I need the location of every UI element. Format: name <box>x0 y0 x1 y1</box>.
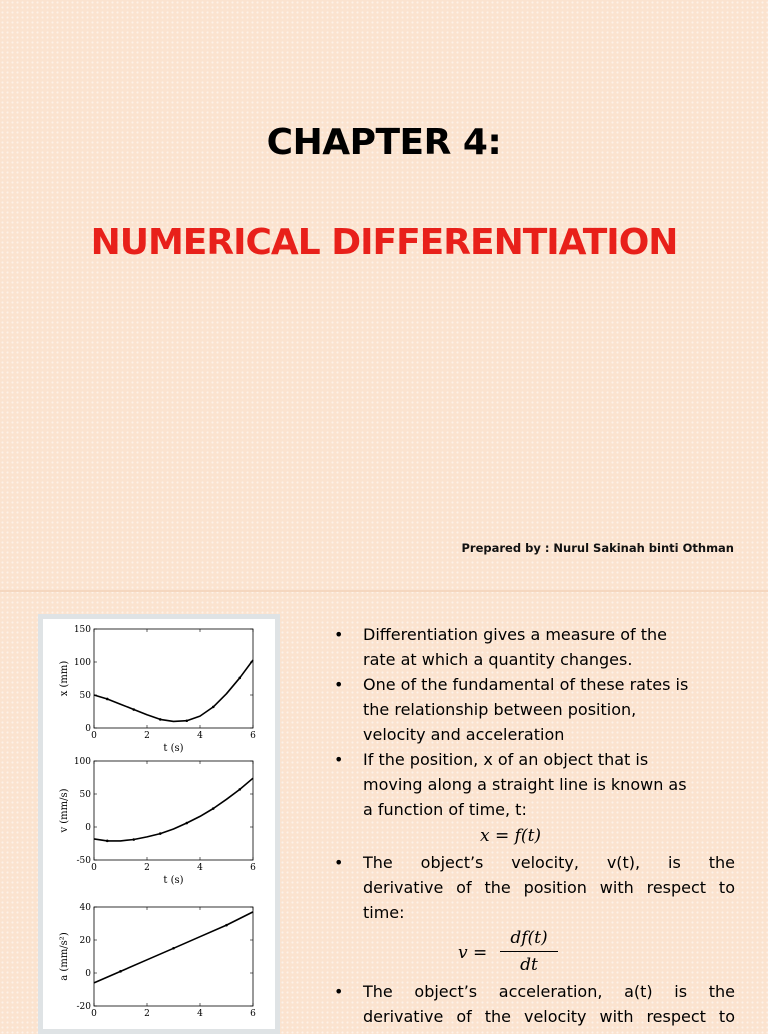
bullet-line: derivative of the velocity with respect to <box>363 1007 735 1026</box>
plot-frame <box>94 629 253 728</box>
plot-frame <box>94 761 253 860</box>
bullet-dot: • <box>334 625 344 644</box>
data-point <box>106 698 109 701</box>
x-tick-label: 4 <box>197 863 203 873</box>
y-tick-label: 0 <box>85 823 91 833</box>
y-tick-label: 50 <box>79 790 91 800</box>
y-tick-label: 20 <box>79 936 91 946</box>
velocity-equation-lhs: v = <box>458 943 488 963</box>
y-axis-label: a (mm/s²) <box>59 932 70 981</box>
chapter-subtitle: NUMERICAL DIFFERENTIATION <box>90 222 678 263</box>
x-axis-label: t (s) <box>163 875 184 886</box>
content-slide <box>0 592 768 1024</box>
bullet-item <box>330 672 735 747</box>
bullet-dot: • <box>334 750 344 769</box>
velocity-equation <box>330 925 735 979</box>
data-point <box>106 840 109 843</box>
fraction-bar <box>500 951 558 952</box>
x-tick-label: 2 <box>144 731 150 741</box>
bullet-dot: • <box>334 982 344 1001</box>
position-equation: x = f(t) <box>480 826 542 846</box>
y-tick-label: 0 <box>85 724 91 734</box>
data-point <box>212 807 215 810</box>
x-tick-label: 0 <box>91 731 97 741</box>
x-tick-label: 0 <box>91 1009 97 1019</box>
x-tick-label: 2 <box>144 863 150 873</box>
y-tick-label: 0 <box>85 969 91 979</box>
x-tick-label: 6 <box>250 863 256 873</box>
x-tick-label: 6 <box>250 731 256 741</box>
bullet-item <box>330 979 735 1029</box>
bullet-item <box>330 747 735 822</box>
bullet-item <box>330 850 735 925</box>
motion-graphs-figure <box>38 614 280 1034</box>
bullet-line: Differentiation gives a measure of the <box>363 625 667 644</box>
data-point <box>238 677 241 680</box>
data-point <box>159 832 162 835</box>
bullet-line: moving along a straight line is known as <box>363 775 687 794</box>
bullet-item <box>330 622 735 672</box>
x-tick-label: 4 <box>197 731 203 741</box>
bullet-line: rate at which a quantity changes. <box>363 650 633 669</box>
y-axis-label: x (mm) <box>59 660 70 697</box>
plot-frame <box>94 907 253 1006</box>
data-point <box>185 719 188 722</box>
data-point <box>225 924 228 927</box>
x-tick-label: 0 <box>91 863 97 873</box>
x-axis-label: t (s) <box>163 743 184 754</box>
bullet-dot: • <box>334 675 344 694</box>
fraction-numerator: df(t) <box>510 928 548 948</box>
bullet-line: the relationship between position, <box>363 700 637 719</box>
data-point <box>185 822 188 825</box>
bullet-line: If the position, x of an object that is <box>363 750 649 769</box>
data-point <box>132 838 135 841</box>
bullet-line: The object’s acceleration, a(t) is the <box>363 982 735 1001</box>
y-tick-label: 40 <box>79 903 91 913</box>
data-point <box>159 718 162 721</box>
bullet-line: a function of time, t: <box>363 800 527 819</box>
bullet-dot: • <box>334 853 344 872</box>
bullet-line: The object’s velocity, v(t), is the <box>363 853 735 872</box>
fraction-denominator: dt <box>520 955 538 975</box>
y-tick-label: 100 <box>73 658 91 668</box>
bullet-line: derivative of the position with respect to <box>363 878 735 897</box>
y-tick-label: 100 <box>73 757 91 767</box>
velocity-fraction <box>500 927 558 976</box>
x-tick-label: 4 <box>197 1009 203 1019</box>
data-point <box>212 706 215 709</box>
data-point <box>172 947 175 950</box>
prepared-by-credit: Prepared by : Nurul Sakinah binti Othman <box>461 541 734 555</box>
motion-graphs-svg <box>43 619 275 1029</box>
bullet-line: time: <box>363 903 405 922</box>
x-tick-label: 2 <box>144 1009 150 1019</box>
data-point <box>119 970 122 973</box>
x-tick-label: 6 <box>250 1009 256 1019</box>
bullet-line: velocity and acceleration <box>363 725 565 744</box>
bullet-line: One of the fundamental of these rates is <box>363 675 689 694</box>
y-tick-label: 50 <box>79 691 91 701</box>
y-tick-label: -50 <box>76 856 91 866</box>
data-point <box>238 788 241 791</box>
y-tick-label: 150 <box>73 625 91 635</box>
bullet-list <box>330 622 735 1029</box>
y-axis-label: v (mm/s) <box>59 788 70 833</box>
chapter-heading: CHAPTER 4: <box>266 122 502 163</box>
data-point <box>132 708 135 711</box>
y-tick-label: -20 <box>76 1002 91 1012</box>
